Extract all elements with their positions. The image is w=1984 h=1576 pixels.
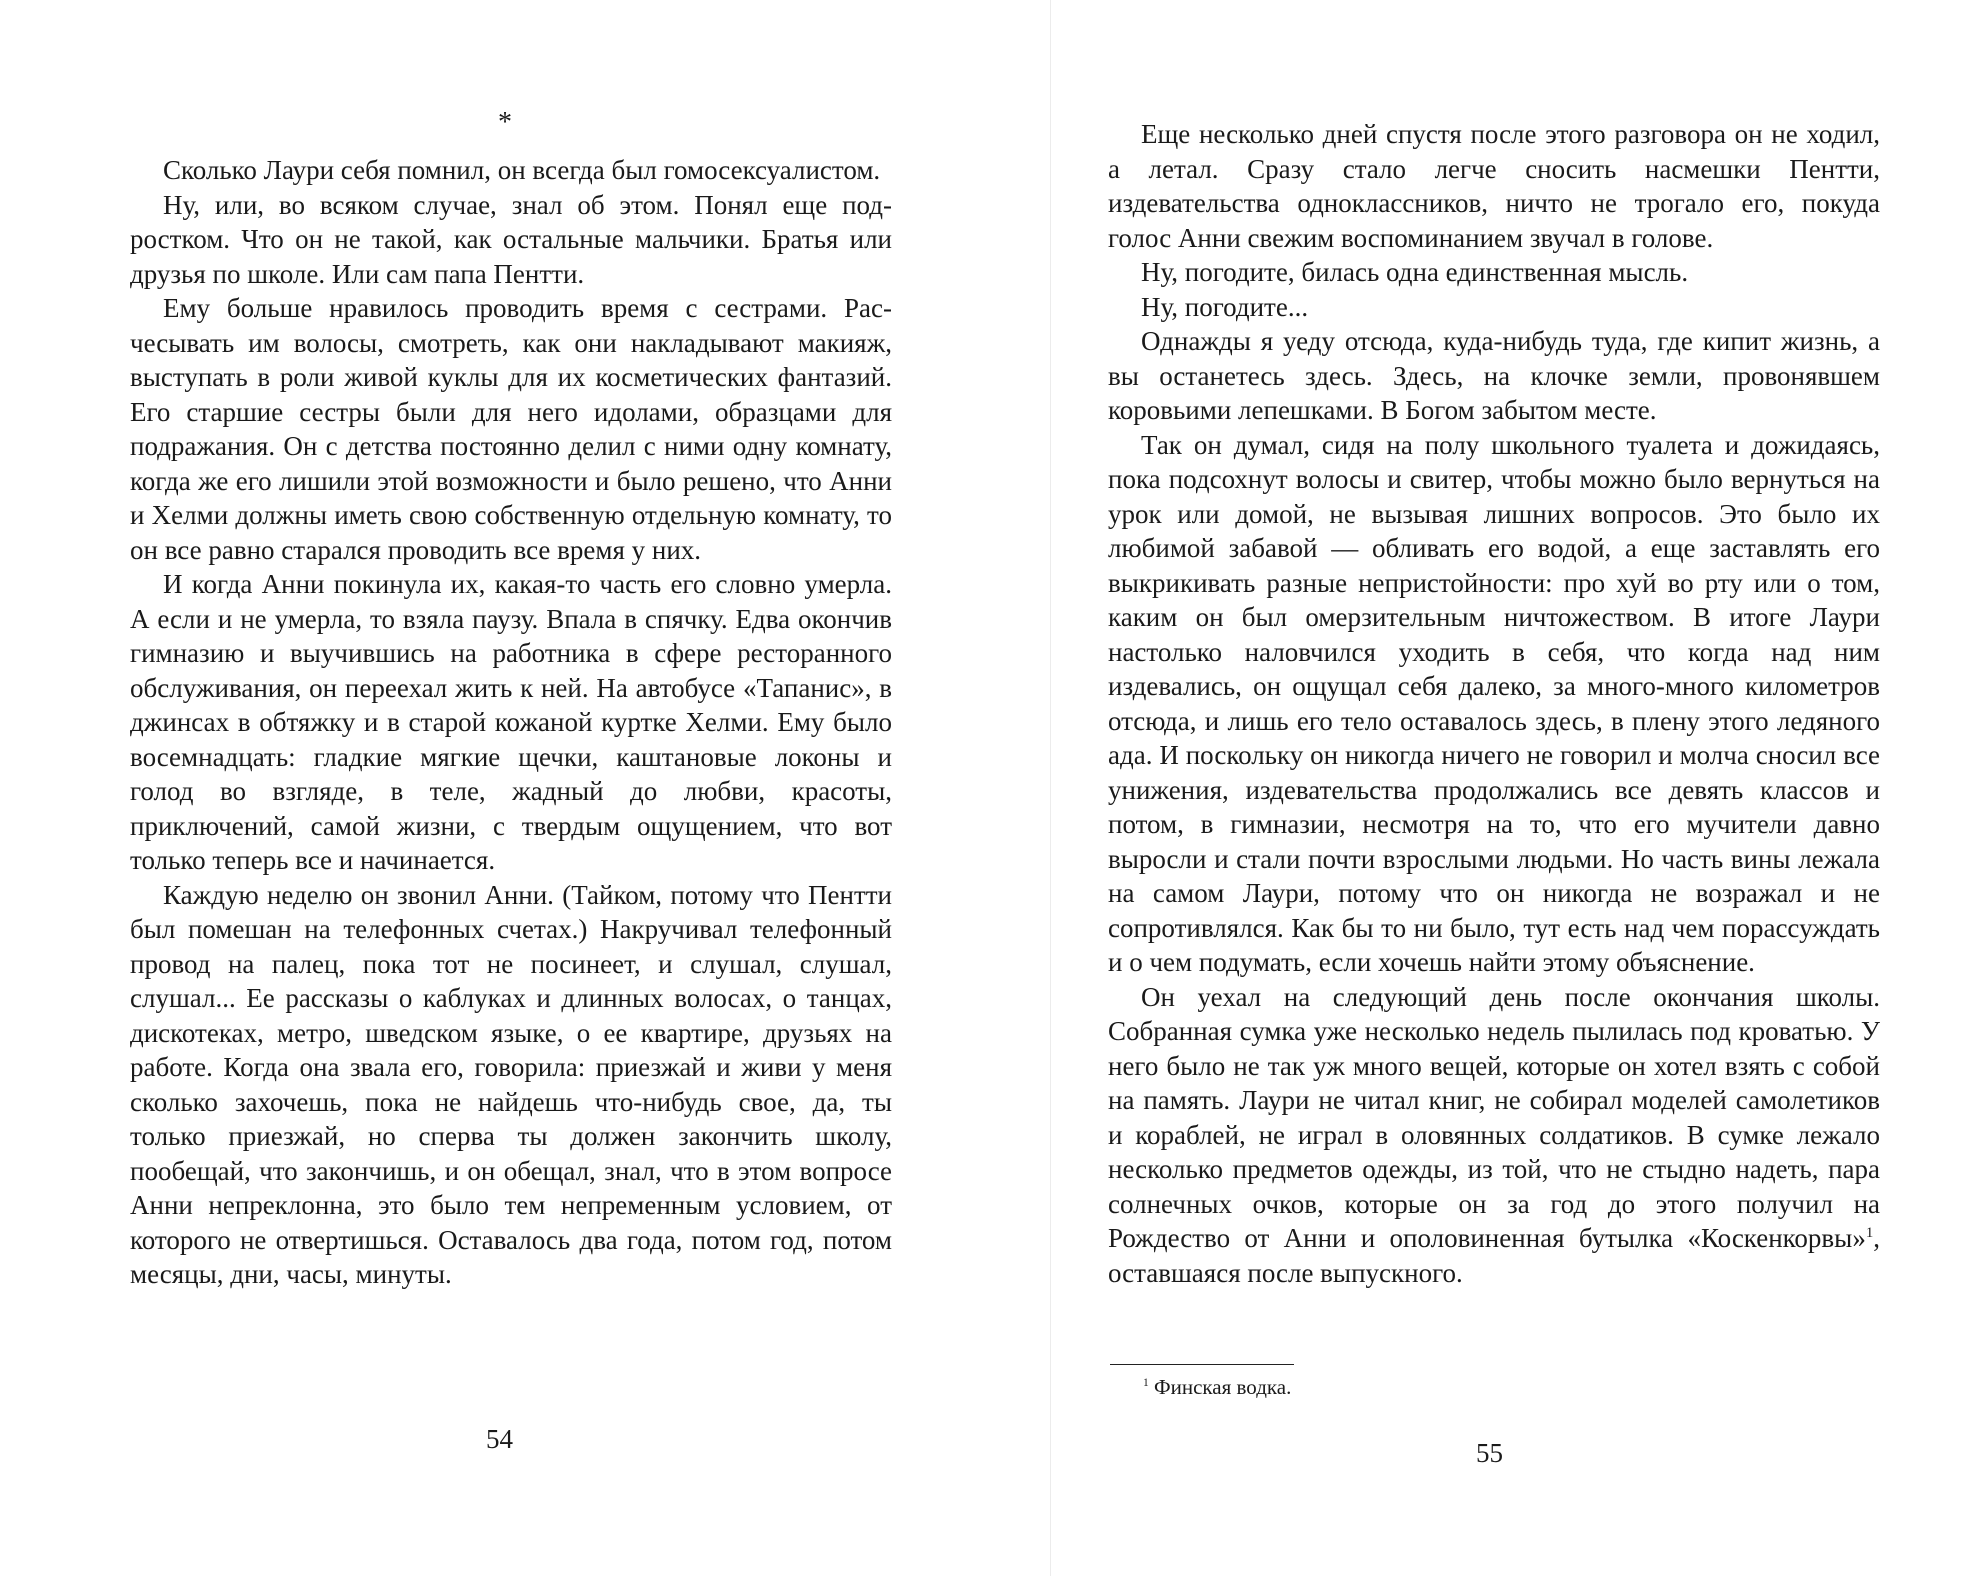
footnote-text: Финская водка. bbox=[1148, 1375, 1292, 1399]
section-separator: * bbox=[498, 107, 512, 138]
paragraph: Каждую неделю он звонил Анни. (Тайком, потому что Пентти был помешан на телефонных счетах.) Накручивал телефонный провод на палец, пока тот не посинеет, и слушал, слушал, слушал... Ее рассказы о каблуках и длинных волосах, о танцах, дискотеках, метро, шведском языке, о ее квартире, друзьях на работе. Когда она звала его, говорила: приезжай и живи у меня сколько захочешь, пока не найдешь что-нибудь свое, да, ты только приезжай, но сперва ты должен закончить школу, пообещай, что закончишь, и он обещал, знал, что в этом вопросе Анни непреклонна, это было тем непременным условием, от которого не отвертишься. Оставалось два года, потом год, потом месяцы, дни, часы, минуты. bbox=[130, 879, 892, 1289]
left-page-text bbox=[130, 153, 892, 1292]
paragraph: Ну, погодите... bbox=[1141, 291, 1309, 322]
paragraph-tail: , оставшаяся после выпускного. bbox=[1108, 1223, 1880, 1288]
paragraph-with-footnote bbox=[1108, 980, 1880, 1291]
paragraph: Ну, или, во всяком случае, знал об этом. Понял еще подростком. Что он не такой, как остальные мальчики. Братья или друзья по школе. Или сам папа Пентти. bbox=[130, 189, 892, 289]
page-number-left: 54 bbox=[486, 1424, 513, 1454]
footnote-marker: 1 bbox=[1143, 1377, 1149, 1389]
paragraph: И когда Анни покинула их, какая-то часть его словно умерла. А если и не умерла, то взяла паузу. Впала в спячку. Едва окончив гимназию и выучившись на работника в сфере ресторанного обслуживания, он переехал жить к ней. На автобусе «Тапанис», в джинсах в обтяжку и в старой кожаной куртке Хелми. Ему было восемнадцать: гладкие мягкие щечки, каштановые локоны и голод во взгляде, в теле, жадный до любви, красоты, приключений, самой жизни, с твердым ощущением, что вот только теперь все и начинается. bbox=[130, 569, 892, 875]
paragraph: Сколько Лаури себя помнил, он всегда был гомосексуалистом. bbox=[163, 155, 881, 185]
paragraph-body: Он уехал на следующий день после окончания школы. Собранная сумка уже несколько недель пылилась под кроватью. У него было не так уж много вещей, которые он хотел взять с собой на память. Лаури не читал книг, не собирал моделей самолетиков и кораблей, не играл в оловянных солдатиков. В сумке лежало несколько предметов одежды, из той, что не стыдно надеть, пара солнечных очков, которые он за год до этого получил на Рождество от Анни и ополовиненная бутылка «Коскенкорвы» bbox=[1108, 981, 1880, 1253]
paragraph: Так он думал, сидя на полу школьного туалета и дожидаясь, пока подсохнут волосы и свитер, чтобы можно было вернуться на урок или домой, не вызывая лишних вопросов. Это было их любимой забавой — обливать его водой, а еще заставлять его выкрикивать разные непристойности: про хуй во рту или о том, каким он был омерзительным ничтожеством. В итоге Лаури настолько наловчился уходить в себя, что когда над ним издевались, он ощущал себя далеко, за много-много километров отсюда, и лишь его тело оставалось здесь, в плену этого ледяного ада. И поскольку он никогда ничего не говорил и молча сносил все унижения, издевательства продолжались все девять классов и потом, в гимназии, несмотря на то, что его мучители давно выросли и стали почти взрослыми людьми. Но часть вины лежала на самом Лаури, потому что он никогда не возражал и не сопротивлялся. Как бы то ни было, тут есть над чем порассуждать и о чем подумать, если хочешь найти этому объяснение. bbox=[1108, 429, 1880, 977]
right-page-text bbox=[1108, 117, 1880, 1290]
paragraph: Ему больше нравилось проводить время с сестрами. Расчесывать им волосы, смотреть, как они накладывают макияж, выступать в роли живой куклы для их косметических фантазий. Его старшие сестры были для него идолами, образцами для подражания. Он с детства постоянно делил с ними одну комнату, когда же его лишили этой возможности и было решено, что Анни и Хелми должны иметь свою собственную отдельную комнату, то он все равно старался проводить все время у них. bbox=[130, 293, 892, 565]
page-number-right: 55 bbox=[1476, 1438, 1503, 1468]
footnote-divider bbox=[1110, 1364, 1294, 1365]
paragraph: Еще несколько дней спустя после этого разговора он не ходил, а летал. Сразу стало легче сносить насмешки Пентти, издевательства одноклассников, ничто не трогало его, покуда голос Анни свежим воспоминанием звучал в голове. bbox=[1108, 119, 1880, 253]
footnote bbox=[1143, 1373, 1291, 1401]
footnote-reference: 1 bbox=[1865, 1225, 1874, 1241]
paragraph: Ну, погодите, билась одна единственная мысль. bbox=[1141, 257, 1689, 287]
paragraph: Однажды я уеду отсюда, куда-нибудь туда, где кипит жизнь, а вы останетесь здесь. Здесь, на клочке земли, провонявшем коровьими лепешками. В Богом забытом месте. bbox=[1108, 326, 1880, 425]
